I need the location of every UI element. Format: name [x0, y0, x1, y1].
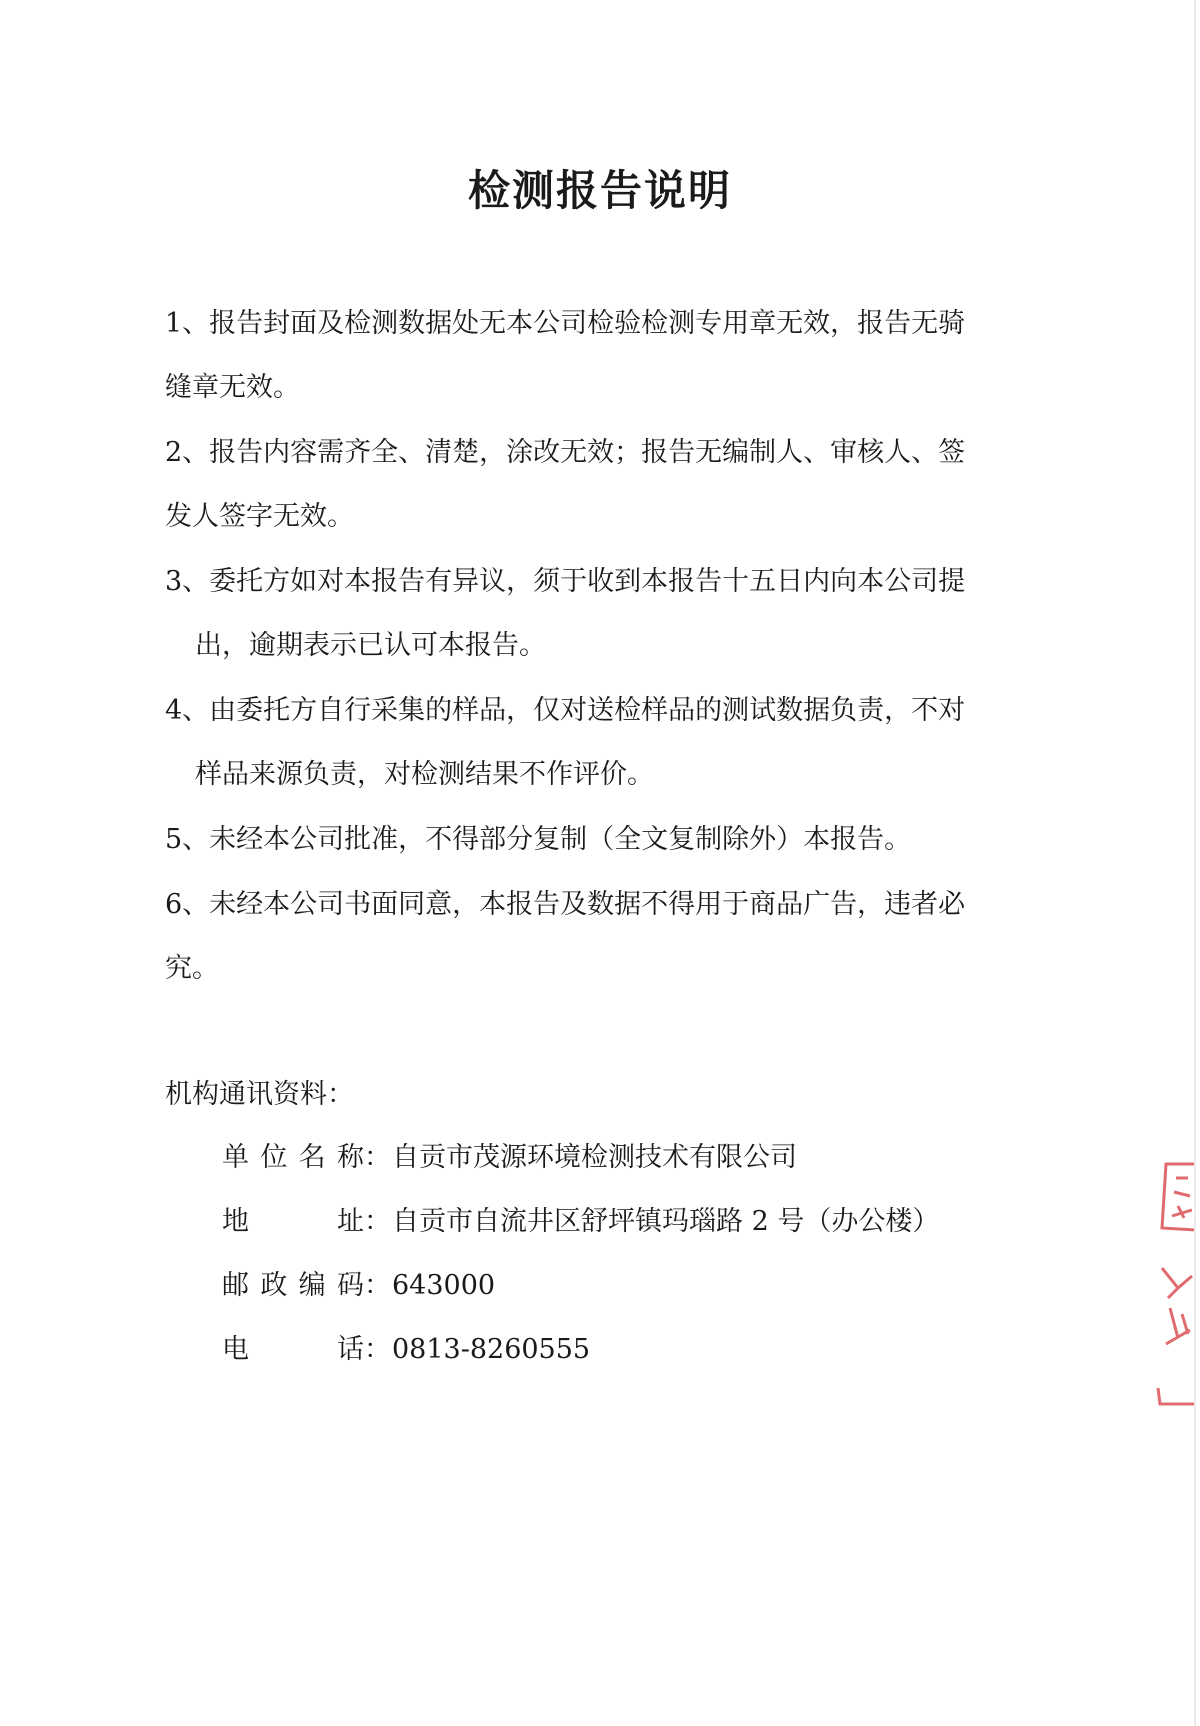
contact-label: 地址	[222, 1206, 364, 1237]
clause-continuation: 样品来源负责，对检测结果不作评价。	[195, 759, 654, 790]
clause-3	[165, 550, 1025, 678]
contact-value: 643000	[392, 1270, 496, 1301]
clause-continuation: 出，逾期表示已认可本报告。	[195, 630, 546, 661]
page-title: 检测报告说明	[467, 166, 732, 215]
contact-label: 邮政编码	[222, 1270, 364, 1301]
clause-continuation: 发人签字无效。	[165, 501, 354, 532]
clause-5	[165, 808, 1025, 872]
scan-edge-divider	[1194, 0, 1196, 1726]
seam-stamp-icon	[1148, 1158, 1196, 1408]
contact-value: 自贡市茂源环境检测技术有限公司	[392, 1142, 797, 1173]
clause-4	[165, 679, 1025, 807]
contact-row-address: 地址 ： 自贡市自流井区舒坪镇玛瑙路 2 号（办公楼）	[222, 1200, 939, 1264]
contact-row-postcode: 邮政编码 ： 643000	[222, 1264, 939, 1328]
clause-continuation: 究。	[165, 953, 219, 984]
contact-label: 单位名称	[222, 1142, 364, 1173]
clause-text: 3、委托方如对本报告有异议，须于收到本报告十五日内向本公司提	[165, 566, 966, 597]
contact-value: 0813-8260555	[392, 1334, 591, 1365]
contact-label: 电话	[222, 1334, 364, 1365]
contact-info	[222, 1136, 939, 1392]
contact-heading: 机构通讯资料：	[165, 1079, 354, 1110]
clause-2	[165, 421, 1025, 549]
clause-text: 1、报告封面及检测数据处无本公司检验检测专用章无效，报告无骑	[165, 308, 966, 339]
contact-value: 自贡市自流井区舒坪镇玛瑙路 2 号（办公楼）	[392, 1206, 940, 1237]
clause-6	[165, 873, 1025, 1001]
contact-row-phone: 电话 ： 0813-8260555	[222, 1328, 939, 1392]
clause-1	[165, 292, 1025, 420]
clause-text: 4、由委托方自行采集的样品，仅对送检样品的测试数据负责，不对	[165, 695, 966, 726]
clause-list	[165, 292, 1025, 1002]
clause-text: 5、未经本公司批准，不得部分复制（全文复制除外）本报告。	[165, 824, 912, 855]
contact-row-company: 单位名称 ： 自贡市茂源环境检测技术有限公司	[222, 1136, 939, 1200]
clause-continuation: 缝章无效。	[165, 372, 300, 403]
clause-text: 2、报告内容需齐全、清楚，涂改无效；报告无编制人、审核人、签	[165, 437, 966, 468]
clause-text: 6、未经本公司书面同意，本报告及数据不得用于商品广告，违者必	[165, 889, 966, 920]
